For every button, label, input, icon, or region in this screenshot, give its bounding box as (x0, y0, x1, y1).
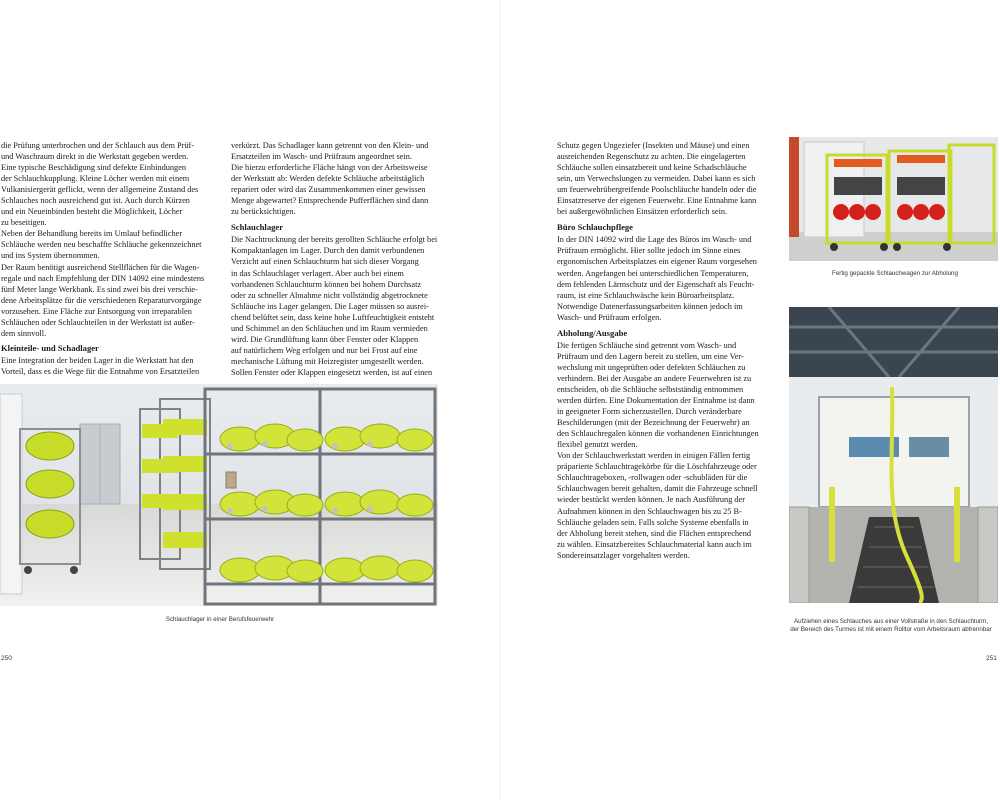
column1-paragraph (1, 140, 219, 339)
text-line: in geeigneter Form sicherzustellen. Durch veränderbare (557, 407, 742, 417)
text-line: Sondereinsatzlager vorgehalten werden. (557, 550, 690, 560)
text-column-2 (231, 140, 446, 378)
text-line: den Schlauchregalen können die vorhandenen Einrichtungen (557, 429, 759, 439)
page-number-left: 250 (1, 655, 12, 662)
page-number-right: 251 (986, 655, 997, 662)
text-line: chend belüftet sein, dass keine hohe Luftfeuchtigkeit entsteht (231, 312, 435, 322)
hose-storage-illustration (0, 384, 438, 606)
text-line: und Waschraum direkt in die Werkstatt gegeben werden. (1, 152, 189, 162)
text-line: Schläuche geladen sein. Falls solche Systeme ebenfalls in (557, 517, 749, 527)
text-line: Aufnahmen können in den Schlauchwagen bis zu 25 B- (557, 506, 742, 516)
text-line: der Schlauchkupplung. Kleine Löcher werden mit einem (1, 174, 190, 184)
text-line: werden dürfen. Eine Dokumentation der Entnahme ist dann (557, 396, 755, 406)
heading-abholung-ausgabe: Abholung/Ausgabe (557, 327, 628, 338)
photo-schlauchturm (789, 307, 998, 603)
caption-schlauchwagen: Fertig gepackte Schlauchwagen zur Abholung (832, 270, 958, 277)
caption-schlauchturm-line-2: der Bereich des Turmes ist mit einem Rolltor vom Arbeitsraum abtrennbar (790, 626, 992, 633)
text-line: Schlauchtrageboxen, -rollwagen oder -schubläden für die (557, 473, 748, 483)
text-line: Ersatzteilen im Wasch- und Prüfraum angeordnet sein. (231, 152, 412, 162)
text-line: die Prüfung unterbrochen und der Schlauch aus dem Prüf- (1, 141, 195, 150)
caption-schlauchlager: Schlauchlager in einer Berufsfeuerwehr (165, 616, 275, 623)
text-line: bei außergewöhnlichen Einsätzen erforderlich sein. (557, 207, 728, 217)
text-line: vorzusehen. Eine Fläche zur Entsorgung von irreparablen (1, 306, 192, 316)
text-line: Vorteil, dass es die Wege für die Entnahme von Ersatzteilen (1, 366, 200, 376)
text-line: zu berücksichtigen. (231, 207, 296, 217)
text-line: Schlauchwagen bereit gehalten, damit die Fahrzeuge schnell (557, 484, 758, 494)
text-line: werden. Angefangen bei unterschiedlichen Temperaturen, (557, 268, 749, 278)
hose-tower-illustration (789, 307, 998, 603)
text-line: Sollen Fenster oder Klappen eingesetzt werden, ist auf einen (231, 367, 433, 377)
text-line: ergonomischen Arbeitsplatzes ein eigener Raum vorgesehen (557, 257, 757, 267)
text-line: Schutz gegen Ungeziefer (Insekten und Mäuse) und einen (557, 141, 750, 150)
text-column-1 (1, 140, 219, 377)
text-line: dene Arbeitsplätze für die verschiedenen Reparaturvorgänge (1, 295, 202, 305)
text-line: sein, um Verwechslungen zu vermeiden. Dabei kann es sich (557, 174, 756, 184)
text-line: präparierte Schlauchtragekörbe für die Löschfahrzeuge oder (557, 462, 757, 472)
text-line: Eine typische Beschädigung sind defekte Einbindungen (1, 163, 187, 173)
caption-schlauchturm (783, 618, 999, 634)
text-column-3 (557, 140, 777, 561)
text-line: Schläuche ins Lager gelangen. Die Lager müssen so ausrei- (231, 301, 429, 311)
text-line: regale und nach Empfehlung der DIN 14092 eine mindestens (1, 273, 205, 283)
text-line: Schläuchen oder Schlauchteilen in der Werkstatt ist außer- (1, 317, 195, 327)
text-line: Menge abgewartet? Entsprechende Pufferflächen sind dann (231, 196, 429, 206)
text-line: Die fertigen Schläuche sind getrennt vom Wasch- und (557, 340, 737, 350)
text-line: wechslung mit ungeprüften oder defekten Schläuchen zu (557, 362, 746, 372)
text-line: Die hierzu erforderliche Fläche hängt von der Arbeitsweise (231, 163, 428, 173)
text-line: Prüfraum ermöglicht. Hier sollte jedoch im Sinne eines (557, 246, 741, 256)
text-line: Die Nachtrocknung der bereits gerollten Schläuche erfolgt bei (231, 235, 438, 245)
caption-schlauchturm-line-1: Aufziehen eines Schlauches aus einer Vollstraße in den Schlauchturm, (794, 618, 988, 625)
text-line: Schläuche sollen einsatzbereit und keine Schadschläuche (557, 163, 747, 173)
column3-buero-paragraph (557, 234, 777, 322)
photo-schlauchwagen (789, 137, 998, 261)
text-line: wird. Die Grundlüftung kann über Fenster oder Klappen (231, 334, 419, 344)
text-line: der Abholung bereit stehen, sind die Flächen entsprechend (557, 528, 752, 538)
column3-abholung-paragraph (557, 340, 777, 561)
text-line: entscheiden, ob die Schläuche selbstständig entnommen (557, 384, 744, 394)
text-line: zu wählen. Einsatzbereites Schlauchmaterial kann auch im (557, 539, 752, 549)
photo-schlauchlager (0, 384, 438, 606)
column1-after-paragraph (1, 355, 219, 377)
text-line: und ins System übernommen. (1, 251, 100, 261)
text-line: Kompaktanlagen im Lager. Durch den damit verbundenen (231, 246, 425, 256)
text-line: verhindern. Bei der Ausgabe an andere Feuerwehren ist zu (557, 373, 752, 383)
column3-intro-paragraph (557, 140, 777, 217)
text-line: Schläuche werden neu beschaffte Schläuche gekennzeichnet (1, 240, 202, 250)
text-line: ausreichenden Regenschutz zu achten. Die eingelagerten (557, 152, 746, 162)
column2-after-paragraph (231, 234, 446, 378)
text-line: dem sinnvoll. (1, 328, 47, 338)
text-line: oder zu schneller Abnahme nicht vollständig abgetrocknete (231, 290, 428, 300)
heading-kleinteile-schadlager: Kleinteile- und Schadlager (1, 342, 99, 353)
text-line: um feuerwehrübergreifende Poolschläuche handeln oder die (557, 185, 757, 195)
text-line: dem fehlenden Lärmschutz und der Eigenschaft als Feucht- (557, 279, 755, 289)
text-line: verkürzt. Das Schadlager kann getrennt von den Klein- und (231, 141, 429, 150)
text-line: Der Raum benötigt ausreichend Stellflächen für die Wagen- (1, 262, 200, 272)
text-line: zu beseitigen. (1, 218, 47, 228)
heading-schlauchlager: Schlauchlager (231, 222, 284, 233)
text-line: repariert oder wird das Zusammenkommen einer gewissen (231, 185, 426, 195)
text-line: auf natürlichem Weg erfolgen und nur bei Frost auf eine (231, 345, 418, 355)
text-line: fünf Meter lange Werkbank. Es sind zwei bis drei verschie- (1, 284, 198, 294)
column2-intro-paragraph (231, 140, 446, 217)
text-line: Prüfraum und den Lagern bereit zu stellen, um eine Ver- (557, 351, 744, 361)
text-line: Notwendige Datenerfassungsarbeiten können jedoch im (557, 301, 743, 311)
text-line: in das Schlauchlager verlagert. Aber auch bei einem (231, 268, 404, 278)
text-line: und ein Neueinbinden besteht die Möglichkeit, Löcher (1, 207, 183, 217)
text-line: Von der Schlauchwerkstatt werden in einigen Fällen fertig (557, 451, 751, 461)
text-line: Verzicht auf einen Schlauchturm hat sich dieser Vorgang (231, 257, 419, 267)
text-line: vorhandenen Schlauchturm können bei hohem Durchsatz (231, 279, 422, 289)
text-line: Vulkanisiergerät geflickt, wenn der allgemeine Zustand des (1, 185, 199, 195)
text-line: mechanische Lüftung mit Heizregister umgestellt werden. (231, 356, 424, 366)
text-line: Beschilderungen (mit der Bezeichnung der Feuerwehr) an (557, 418, 750, 428)
text-line: Einsatzreserve der eigenen Feuerwehr. Eine Entnahme kann (557, 196, 757, 206)
text-line: Schlauches noch ausreichend gut ist. Auch durch Kürzen (1, 196, 190, 206)
text-line: flexibel genutzt werden. (557, 440, 638, 450)
hose-carts-illustration (789, 137, 998, 261)
text-line: der Werkstatt ab: Werden defekte Schläuche arbeitstäglich (231, 174, 425, 184)
text-line: Eine Integration der beiden Lager in die Werkstatt hat den (1, 355, 194, 365)
text-line: raum, ist eine Schlauchwäsche kein Büroarbeitsplatz. (557, 290, 735, 300)
text-line: Neben der Behandlung bereits im Umlauf befindlicher (1, 229, 183, 239)
text-line: In der DIN 14092 wird die Lage des Büros im Wasch- und (557, 235, 752, 245)
right-page (500, 0, 1000, 800)
text-line: Wasch- und Prüfraum erfolgen. (557, 312, 662, 322)
text-line: und Schimmel an den Schläuchen und im Raum vermieden (231, 323, 428, 333)
heading-buero-schlauchpflege: Büro Schlauchpflege (557, 222, 634, 233)
text-line: wieder bestückt werden können. Je nach Ausführung der (557, 495, 746, 505)
